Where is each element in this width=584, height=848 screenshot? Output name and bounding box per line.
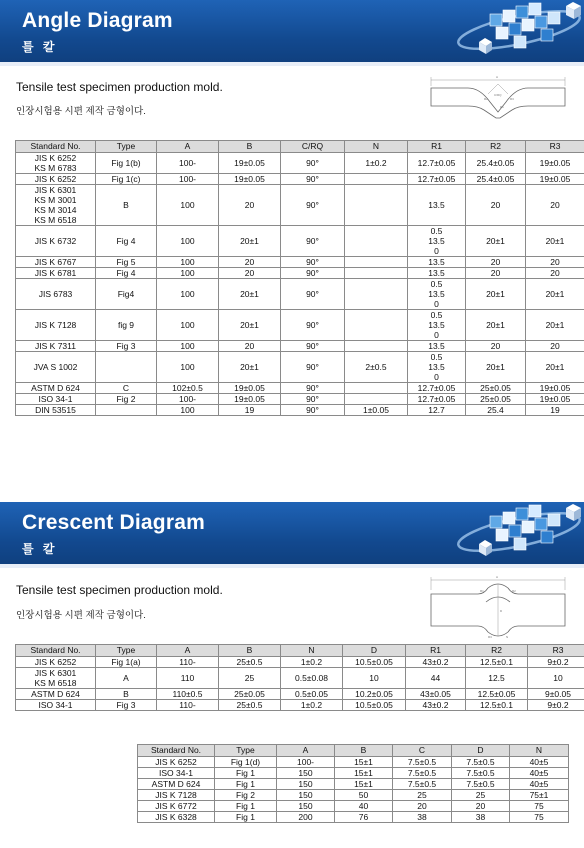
- r2-cell: 20±1: [466, 352, 526, 383]
- c-cell: 7.5±0.5: [393, 779, 452, 790]
- c-cell: 90°: [281, 257, 345, 268]
- r2-cell: 25±0.05: [466, 394, 526, 405]
- r1-cell: 12.7: [408, 405, 466, 416]
- a-cell: 110-: [157, 657, 219, 668]
- a-cell: 110-: [157, 700, 219, 711]
- r1-line: 13.5: [428, 289, 445, 299]
- type-cell: Fig 3: [96, 700, 157, 711]
- c-cell: 90°: [281, 226, 345, 257]
- r1-cell: 43±0.2: [406, 657, 466, 668]
- type-cell: B: [96, 689, 157, 700]
- d-cell: 10.5±0.05: [343, 700, 406, 711]
- standard-cell: JIS K 6781: [16, 268, 96, 279]
- b-cell: 19±0.05: [219, 383, 281, 394]
- section-subtitle: 틀 칼: [22, 40, 58, 54]
- b-cell: 15±1: [335, 768, 393, 779]
- a-cell: 100-: [157, 174, 219, 185]
- r1-cell: 13.5: [408, 185, 466, 226]
- b-cell: 19±0.05: [219, 153, 281, 174]
- r1-line: 0: [434, 246, 439, 256]
- b-cell: 20±1: [219, 279, 281, 310]
- n-cell: 1±0.2: [281, 657, 343, 668]
- r1-cell: [408, 279, 466, 310]
- d-cell: 7.5±0.5: [452, 768, 510, 779]
- r3-cell: 19±0.05: [526, 383, 584, 394]
- r2-cell: 12.5±0.05: [466, 689, 528, 700]
- r3-cell: 9±0.2: [528, 657, 584, 668]
- table-row: [16, 226, 584, 257]
- table-row: [16, 268, 584, 279]
- r2-cell: 12.5±0.1: [466, 700, 528, 711]
- header-cell: R2: [466, 141, 526, 153]
- b-cell: 20: [219, 185, 281, 226]
- r1-line: 0: [434, 299, 439, 309]
- b-cell: 20: [219, 341, 281, 352]
- c-cell: 38: [393, 812, 452, 823]
- cube-logo-icon: [424, 0, 584, 66]
- c-cell: 90°: [281, 383, 345, 394]
- header-cell: Standard No.: [16, 141, 96, 153]
- n-cell: [345, 185, 408, 226]
- r3-cell: 20±1: [526, 279, 584, 310]
- header-cell: Type: [96, 141, 157, 153]
- svg-text:N: N: [506, 635, 509, 639]
- standard-cell: JIS K 6252: [16, 657, 96, 668]
- header-cell: N: [281, 645, 343, 657]
- header-cell: A: [277, 745, 335, 757]
- r3-cell: 20±1: [526, 352, 584, 383]
- n-cell: 0.5±0.05: [281, 689, 343, 700]
- b-cell: 40: [335, 801, 393, 812]
- header-cell: C: [393, 745, 452, 757]
- r3-cell: 19±0.05: [526, 174, 584, 185]
- c-cell: 7.5±0.5: [393, 757, 452, 768]
- svg-text:D: D: [500, 609, 503, 613]
- standard-line: JIS K 6301: [34, 668, 77, 678]
- r1-cell: 13.5: [408, 341, 466, 352]
- b-cell: 15±1: [335, 779, 393, 790]
- b-cell: 50: [335, 790, 393, 801]
- table-header-row: [16, 141, 584, 153]
- a-cell: 100: [157, 341, 219, 352]
- type-cell: Fig 4: [96, 268, 157, 279]
- c-cell: 90°: [281, 341, 345, 352]
- intro-korean: 인장시험용 시편 제작 금형이다.: [16, 106, 146, 117]
- a-cell: 100: [157, 185, 219, 226]
- section-title: Crescent Diagram: [22, 511, 205, 534]
- standard-line: JIS K 6252: [34, 153, 77, 163]
- header-cell: C/RQ: [281, 141, 345, 153]
- table-row: [16, 174, 584, 185]
- table-row: [16, 394, 584, 405]
- c-cell: 25: [393, 790, 452, 801]
- n-cell: [345, 341, 408, 352]
- trouser-spec-table: [137, 744, 569, 823]
- n-cell: 2±0.5: [345, 352, 408, 383]
- n-cell: 0.5±0.08: [281, 668, 343, 689]
- type-cell: Fig 3: [96, 341, 157, 352]
- n-cell: 40±5: [510, 779, 569, 790]
- section-title: Angle Diagram: [22, 9, 173, 32]
- n-cell: 1±0.05: [345, 405, 408, 416]
- header-cell: B: [219, 645, 281, 657]
- a-cell: 100: [157, 226, 219, 257]
- n-cell: 75±1: [510, 790, 569, 801]
- type-cell: fig 9: [96, 310, 157, 341]
- r2-cell: 20±1: [466, 310, 526, 341]
- header-cell: R3: [526, 141, 584, 153]
- r1-cell: 13.5: [408, 257, 466, 268]
- standard-cell: DIN 53515: [16, 405, 96, 416]
- n-cell: [345, 279, 408, 310]
- header-cell: R1: [406, 645, 466, 657]
- r2-cell: 12.5: [466, 668, 528, 689]
- r3-cell: 19: [526, 405, 584, 416]
- table-header-row: [138, 745, 569, 757]
- header-cell: A: [157, 645, 219, 657]
- r1-line: 0.5: [430, 226, 443, 236]
- standard-line: KS M 6783: [34, 163, 77, 173]
- standard-cell: JVA S 1002: [16, 352, 96, 383]
- type-cell: C: [96, 383, 157, 394]
- standard-cell: [16, 668, 96, 689]
- r1-cell: 12.7±0.05: [408, 174, 466, 185]
- svg-text:R1: R1: [480, 589, 484, 593]
- table-row: [138, 812, 569, 823]
- b-cell: 19±0.05: [219, 394, 281, 405]
- standard-cell: JIS K 6252: [138, 757, 215, 768]
- r1-cell: 44: [406, 668, 466, 689]
- angle-specimen-diagram: [428, 72, 568, 122]
- standard-line: KS M 3001: [34, 195, 77, 205]
- n-cell: 75: [510, 812, 569, 823]
- r1-cell: 12.7±0.05: [408, 153, 466, 174]
- standard-line: KS M 3014: [34, 205, 77, 215]
- a-cell: 200: [277, 812, 335, 823]
- r2-cell: 25.4±0.05: [466, 174, 526, 185]
- svg-text:R3: R3: [488, 635, 492, 639]
- standard-line: JIS K 6301: [34, 185, 77, 195]
- header-cell: R1: [408, 141, 466, 153]
- angle-diagram-banner: [0, 0, 584, 66]
- r1-line: 0.5: [430, 352, 443, 362]
- table-row: [16, 341, 584, 352]
- b-cell: 20: [219, 257, 281, 268]
- cube-logo-icon: [424, 502, 584, 568]
- a-cell: 150: [277, 779, 335, 790]
- standard-cell: ISO 34-1: [138, 768, 215, 779]
- b-cell: 20±1: [219, 226, 281, 257]
- type-cell: Fig 1: [215, 768, 277, 779]
- r1-line: 0: [434, 330, 439, 340]
- standard-cell: JIS K 6767: [16, 257, 96, 268]
- r3-cell: 19±0.05: [526, 153, 584, 174]
- b-cell: 19±0.05: [219, 174, 281, 185]
- standard-cell: JIS K 6252: [16, 174, 96, 185]
- a-cell: 100-: [157, 394, 219, 405]
- r1-line: 13.5: [428, 320, 445, 330]
- r2-cell: 25.4±0.05: [466, 153, 526, 174]
- r1-cell: 12.7±0.05: [408, 394, 466, 405]
- standard-cell: JIS K 7128: [138, 790, 215, 801]
- type-cell: Fig 1: [215, 801, 277, 812]
- table-row: [16, 689, 584, 700]
- svg-text:R2: R2: [512, 589, 516, 593]
- standard-cell: JIS K 6328: [138, 812, 215, 823]
- c-cell: 90°: [281, 310, 345, 341]
- r3-cell: 19±0.05: [526, 394, 584, 405]
- r2-cell: 20±1: [466, 279, 526, 310]
- svg-text:A: A: [496, 575, 499, 579]
- standard-cell: JIS K 6732: [16, 226, 96, 257]
- b-cell: 19: [219, 405, 281, 416]
- header-cell: Type: [215, 745, 277, 757]
- table-row: [16, 257, 584, 268]
- r1-line: 0: [434, 372, 439, 382]
- c-cell: 7.5±0.5: [393, 768, 452, 779]
- svg-text:R3: R3: [510, 97, 514, 101]
- r2-cell: 20: [466, 268, 526, 279]
- standard-cell: ISO 34-1: [16, 394, 96, 405]
- c-cell: 20: [393, 801, 452, 812]
- r1-cell: 13.5: [408, 268, 466, 279]
- table-row: [138, 790, 569, 801]
- type-cell: Fig 1: [215, 812, 277, 823]
- table-row: [16, 383, 584, 394]
- r3-cell: 9±0.2: [528, 700, 584, 711]
- b-cell: 25±0.5: [219, 657, 281, 668]
- table-row: [138, 768, 569, 779]
- b-cell: 20±1: [219, 352, 281, 383]
- c-cell: 90°: [281, 185, 345, 226]
- type-cell: Fig 1(d): [215, 757, 277, 768]
- b-cell: 20: [219, 268, 281, 279]
- header-cell: D: [452, 745, 510, 757]
- type-cell: Fig 1(c): [96, 174, 157, 185]
- r3-cell: 10: [528, 668, 584, 689]
- standard-line: KS M 6518: [34, 215, 77, 225]
- header-cell: N: [510, 745, 569, 757]
- r1-line: 0.5: [430, 310, 443, 320]
- n-cell: [345, 257, 408, 268]
- r1-line: 0.5: [430, 279, 443, 289]
- r1-cell: [408, 226, 466, 257]
- type-cell: Fig 5: [96, 257, 157, 268]
- table-row: [16, 310, 584, 341]
- r1-cell: 43±0.05: [406, 689, 466, 700]
- d-cell: 7.5±0.5: [452, 757, 510, 768]
- c-cell: 90°: [281, 153, 345, 174]
- r2-cell: 20±1: [466, 226, 526, 257]
- r3-cell: 20: [526, 341, 584, 352]
- n-cell: [345, 174, 408, 185]
- r1-cell: 43±0.2: [406, 700, 466, 711]
- d-cell: 10: [343, 668, 406, 689]
- crescent-diagram-banner: [0, 502, 584, 568]
- header-cell: D: [343, 645, 406, 657]
- r3-cell: 20±1: [526, 226, 584, 257]
- a-cell: 150: [277, 768, 335, 779]
- n-cell: [345, 310, 408, 341]
- type-cell: Fig 2: [215, 790, 277, 801]
- a-cell: 150: [277, 801, 335, 812]
- header-cell: Standard No.: [16, 645, 96, 657]
- a-cell: 100: [157, 310, 219, 341]
- r1-cell: [408, 352, 466, 383]
- crescent-diagram-table: [15, 644, 584, 711]
- n-cell: 40±5: [510, 768, 569, 779]
- r2-cell: 20: [466, 341, 526, 352]
- b-cell: 76: [335, 812, 393, 823]
- n-cell: [345, 394, 408, 405]
- type-cell: [96, 405, 157, 416]
- standard-cell: [16, 153, 96, 174]
- header-cell: R3: [528, 645, 584, 657]
- a-cell: 100: [157, 405, 219, 416]
- table-row: [16, 352, 584, 383]
- standard-cell: JIS K 7311: [16, 341, 96, 352]
- b-cell: 25±0.5: [219, 700, 281, 711]
- header-cell: R2: [466, 645, 528, 657]
- r2-cell: 25.4: [466, 405, 526, 416]
- n-cell: 1±0.2: [281, 700, 343, 711]
- d-cell: 38: [452, 812, 510, 823]
- r2-cell: 20: [466, 257, 526, 268]
- header-cell: A: [157, 141, 219, 153]
- r2-cell: 12.5±0.1: [466, 657, 528, 668]
- intro-korean: 인장시험용 시편 제작 금형이다.: [16, 610, 146, 621]
- r3-cell: 20±1: [526, 310, 584, 341]
- d-cell: 7.5±0.5: [452, 779, 510, 790]
- table-row: [138, 779, 569, 790]
- a-cell: 110±0.5: [157, 689, 219, 700]
- type-cell: Fig 2: [96, 394, 157, 405]
- b-cell: 15±1: [335, 757, 393, 768]
- n-cell: 1±0.2: [345, 153, 408, 174]
- intro-english: Tensile test specimen production mold.: [16, 80, 223, 94]
- crescent-specimen-diagram: [428, 572, 568, 642]
- table-row: [16, 153, 584, 174]
- table-row: [16, 405, 584, 416]
- section-subtitle: 틀 칼: [22, 542, 58, 556]
- a-cell: 100: [157, 279, 219, 310]
- r1-line: 13.5: [428, 236, 445, 246]
- header-cell: N: [345, 141, 408, 153]
- standard-cell: JIS K 6772: [138, 801, 215, 812]
- a-cell: 102±0.5: [157, 383, 219, 394]
- b-cell: 25±0.05: [219, 689, 281, 700]
- c-cell: 90°: [281, 394, 345, 405]
- c-cell: 90°: [281, 405, 345, 416]
- c-cell: 90°: [281, 279, 345, 310]
- table-row: [16, 279, 584, 310]
- n-cell: 75: [510, 801, 569, 812]
- header-cell: Type: [96, 645, 157, 657]
- type-cell: Fig4: [96, 279, 157, 310]
- table-row: [16, 668, 584, 689]
- standard-cell: ASTM D 624: [16, 383, 96, 394]
- d-cell: 20: [452, 801, 510, 812]
- d-cell: 10.2±0.05: [343, 689, 406, 700]
- type-cell: Fig 1(b): [96, 153, 157, 174]
- standard-cell: ASTM D 624: [138, 779, 215, 790]
- r1-line: 13.5: [428, 362, 445, 372]
- c-cell: 90°: [281, 268, 345, 279]
- a-cell: 100: [157, 257, 219, 268]
- a-cell: 150: [277, 790, 335, 801]
- r2-cell: 20: [466, 185, 526, 226]
- table-row: [16, 657, 584, 668]
- intro-english: Tensile test specimen production mold.: [16, 583, 223, 597]
- a-cell: 100: [157, 268, 219, 279]
- type-cell: B: [96, 185, 157, 226]
- d-cell: 25: [452, 790, 510, 801]
- a-cell: 110: [157, 668, 219, 689]
- r3-cell: 20: [526, 268, 584, 279]
- svg-text:C/RQ: C/RQ: [494, 93, 502, 97]
- b-cell: 25: [219, 668, 281, 689]
- table-row: [16, 185, 584, 226]
- r3-cell: 20: [526, 185, 584, 226]
- r3-cell: 9±0.05: [528, 689, 584, 700]
- type-cell: Fig 4: [96, 226, 157, 257]
- type-cell: [96, 352, 157, 383]
- svg-text:A: A: [496, 75, 499, 79]
- a-cell: 100-: [277, 757, 335, 768]
- r1-cell: 12.7±0.05: [408, 383, 466, 394]
- a-cell: 100-: [157, 153, 219, 174]
- n-cell: [345, 268, 408, 279]
- type-cell: Fig 1: [215, 779, 277, 790]
- type-cell: Fig 1(a): [96, 657, 157, 668]
- standard-cell: JIS 6783: [16, 279, 96, 310]
- c-cell: 90°: [281, 174, 345, 185]
- svg-text:R2: R2: [484, 97, 488, 101]
- angle-diagram-table: [15, 140, 584, 416]
- standard-cell: JIS K 7128: [16, 310, 96, 341]
- r2-cell: 25±0.05: [466, 383, 526, 394]
- table-row: [138, 757, 569, 768]
- svg-text:R1: R1: [500, 105, 504, 109]
- n-cell: [345, 226, 408, 257]
- c-cell: 90°: [281, 352, 345, 383]
- standard-cell: ASTM D 624: [16, 689, 96, 700]
- d-cell: 10.5±0.05: [343, 657, 406, 668]
- table-header-row: [16, 645, 584, 657]
- type-cell: A: [96, 668, 157, 689]
- r1-cell: [408, 310, 466, 341]
- standard-line: KS M 6518: [34, 678, 77, 688]
- standard-cell: ISO 34-1: [16, 700, 96, 711]
- header-cell: Standard No.: [138, 745, 215, 757]
- n-cell: [345, 383, 408, 394]
- table-row: [16, 700, 584, 711]
- n-cell: 40±5: [510, 757, 569, 768]
- standard-cell: [16, 185, 96, 226]
- header-cell: B: [335, 745, 393, 757]
- r3-cell: 20: [526, 257, 584, 268]
- a-cell: 100: [157, 352, 219, 383]
- header-cell: B: [219, 141, 281, 153]
- table-row: [138, 801, 569, 812]
- b-cell: 20±1: [219, 310, 281, 341]
